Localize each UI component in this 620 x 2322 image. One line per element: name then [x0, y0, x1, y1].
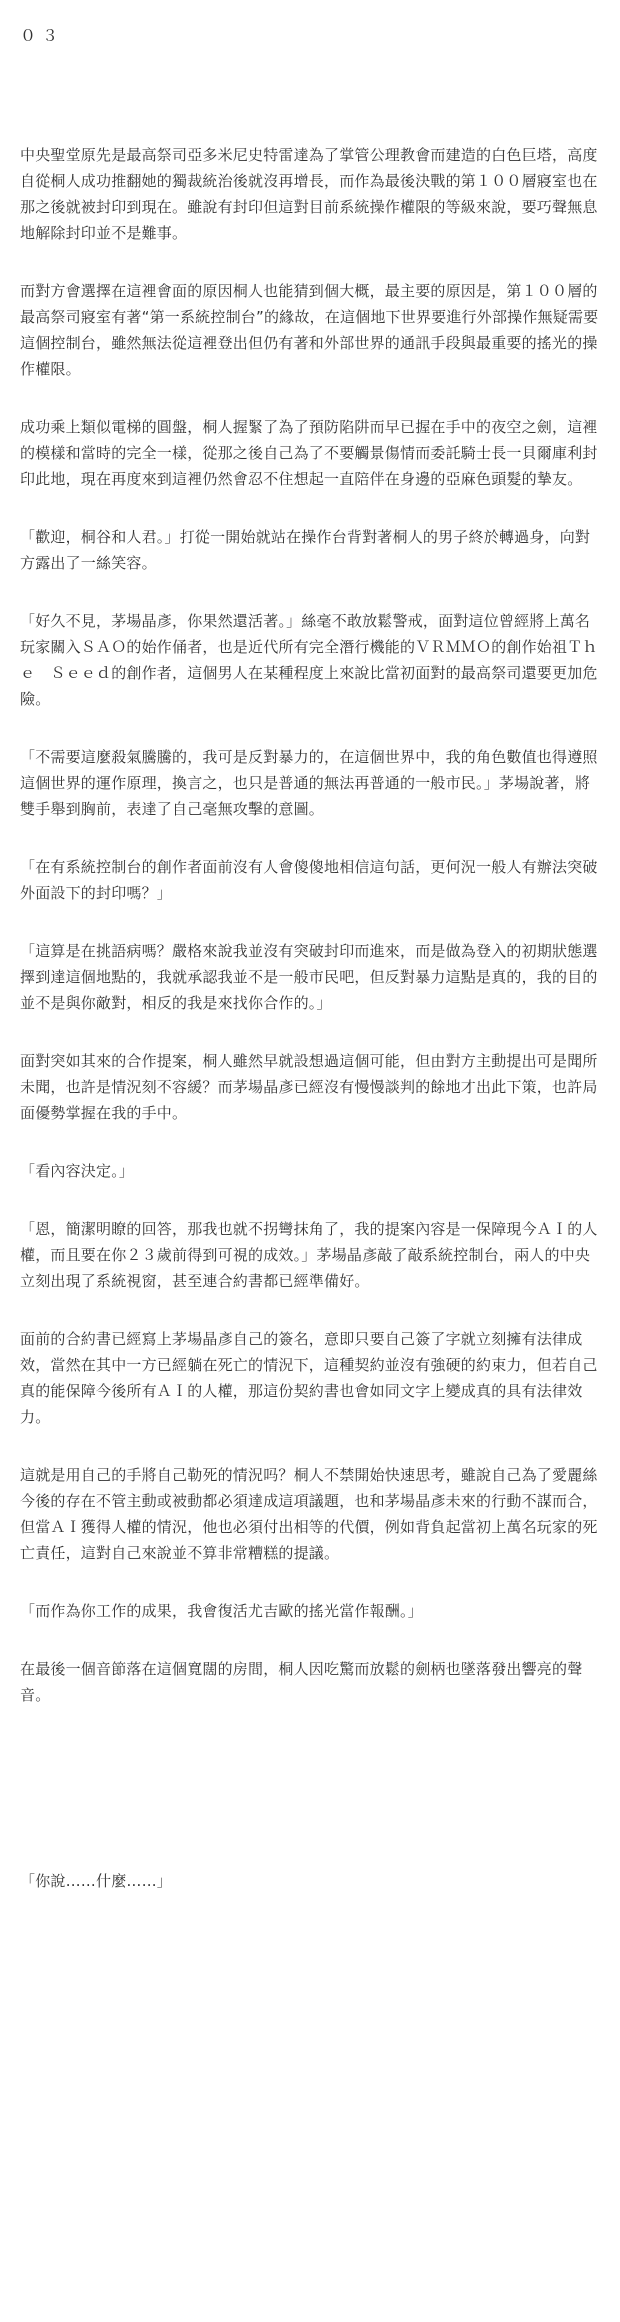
paragraph: 面前的合約書已經寫上茅場晶彥自己的簽名，意即只要自己簽了字就立刻擁有法律成效，當然在其中一方已經躺在死亡的情況下，這種契約並沒有強硬的約束力，但若自己真的能保障今後所有ＡＩ的人權，那這份契約書也會如同文字上變成真的具有法律效力。	[20, 1330, 598, 1426]
story-text	[20, 48, 602, 1894]
paragraph: 在最後一個音節落在這個寬闊的房間，桐人因吃驚而放鬆的劍柄也墜落發出響亮的聲音。	[20, 1660, 583, 1704]
paragraph: 中央聖堂原先是最高祭司亞多米尼史特雷達為了掌管公理教會而建造的白色巨塔，高度自從桐人成功推翻她的獨裁統治後就沒再增長，而作為最後決戰的第１００層寢室也在那之後就被封印到現在。雖說有封印但這對目前系統操作權限的等級來說，要巧聲無息地解除封印並不是難事。	[20, 146, 598, 242]
paragraph: 「不需要這麼殺氣騰騰的，我可是反對暴力的，在這個世界中，我的角色數值也得遵照這個世界的運作原理，換言之，也只是普通的無法再普通的一般市民。」茅場說著，將雙手舉到胸前，表達了自己毫無攻擊的意圖。	[20, 748, 598, 818]
paragraph: 這就是用自己的手將自己勒死的情況吗？桐人不禁開始快速思考，雖說自己為了愛麗絲今後的存在不管主動或被動都必須達成這項議題，也和茅場晶彥未來的行動不謀而合，但當ＡＩ獲得人權的情況，他也必須付出相等的代價，例如背負起當初上萬名玩家的死亡責任，這對自己來說並不算非常糟糕的提議。	[20, 1466, 598, 1562]
final-dialogue-line: 「你說……什麼……」	[20, 1872, 173, 1890]
paragraph: 面對突如其來的合作提案，桐人雖然早就設想過這個可能，但由對方主動提出可是聞所未聞，也許是情況刻不容緩？而茅場晶彥已經沒有慢慢談判的餘地才出此下策，也許局面優勢掌握在我的手中。	[20, 1052, 598, 1122]
chapter-number: ０３	[20, 26, 65, 45]
paragraph: 「這算是在挑語病嗎？嚴格來說我並沒有突破封印而進來，而是做為登入的初期狀態選擇到達這個地點的，我就承認我並不是一般市民吧，但反對暴力這點是真的，我的目的並不是與你敵對，相反的我是來找你合作的。」	[20, 942, 598, 1012]
paragraph: 成功乘上類似電梯的圓盤，桐人握緊了為了預防陷阱而早已握在手中的夜空之劍，這裡的模樣和當時的完全一樣，從那之後自己為了不要觸景傷情而委託騎士長一貝爾庫利封印此地，現在再度來到這裡仍然會忍不住想起一直陪伴在身邊的亞麻色頭髮的摯友。	[20, 418, 598, 488]
paragraph: 「而作為你工作的成果，我會復活尤吉歐的搖光當作報酬。」	[20, 1602, 423, 1620]
paragraph: 「好久不見，茅場晶彥，你果然還活著。」絲毫不敢放鬆警戒，面對這位曾經將上萬名玩家關入ＳＡＯ的始作俑者，也是近代所有完全潛行機能的ＶＲＭＭＯ的創作始祖Ｔｈｅ Ｓｅｅｄ的創作者，這個男人在某種程度上來說比當初面對的最高祭司還要更加危險。	[20, 612, 598, 708]
paragraph: 「看內容決定。」	[20, 1162, 135, 1180]
paragraph: 而對方會選擇在這裡會面的原因桐人也能猜到個大概，最主要的原因是，第１００層的最高祭司寢室有著“第一系統控制台”的緣故，在這個地下世界要進行外部操作無疑需要這個控制台，雖然無法從這裡登出但仍有著和外部世界的通訊手段與最重要的搖光的操作權限。	[20, 282, 599, 378]
paragraph: 「在有系統控制台的創作者面前沒有人會傻傻地相信這句話，更何況一般人有辦法突破外面設下的封印嗎？」	[20, 858, 598, 902]
paragraph: 「歡迎，桐谷和人君。」打從一開始就站在操作台背對著桐人的男子終於轉過身，向對方露出了一絲笑容。	[20, 528, 591, 572]
paragraph: 「恩，簡潔明瞭的回答，那我也就不拐彎抹角了，我的提案內容是一保障現今ＡＩ的人權，而且要在你２３歲前得到可視的成效。」茅場晶彥敲了敲系統控制台，兩人的中央立刻出現了系統視窗，甚至連合約書都已經準備好。	[20, 1220, 598, 1290]
